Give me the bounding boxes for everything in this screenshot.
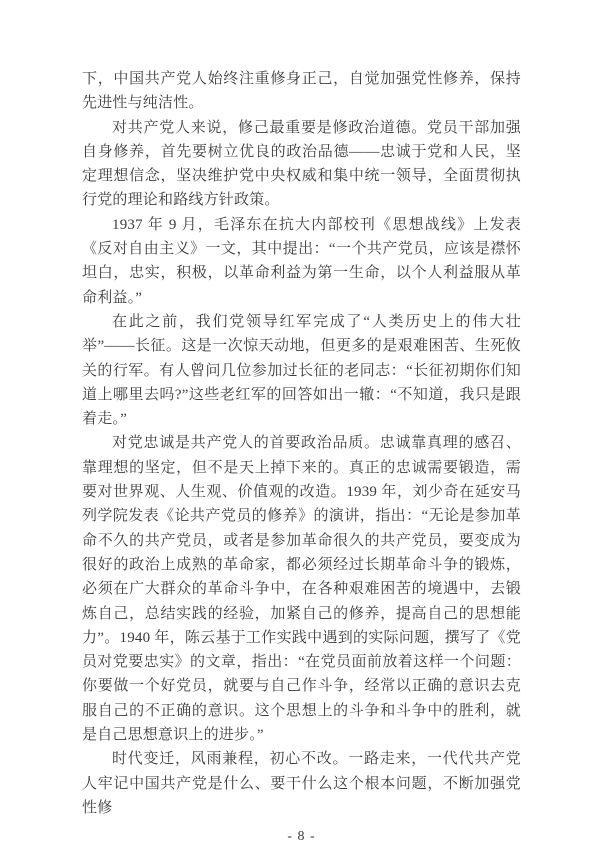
paragraph: 对共产党人来说，修己最重要是修政治道德。党员干部加强自身修养，首先要树立优良的政治品德——忠诚于党和人民，坚定理想信念，坚决维护党中央权威和集中统一领导，全面贯彻执行党的理论和路线方针政策。 xyxy=(82,119,521,209)
document-text-block xyxy=(82,67,521,820)
paragraph: 对党忠诚是共产党人的首要政治品质。忠诚靠真理的感召、靠理想的坚定，但不是天上掉下来的。真正的忠诚需要锻造，需要对世界观、人生观、价值观的改造。1939 年，刘少奇在延安马列学院发表《论共产党员的修养》的演讲，指出：“无论是参加革命不久的共产党员，或者是参加革命很久的共产党员，要变成为很好的政治上成熟的革命家，都必须经过长期革命斗争的锻炼，必须在广大群众的革命斗争中，在各种艰难困苦的境遇中，去锻炼自己，总结实践的经验，加紧自己的修养，提高自己的思想能力”。1940 年，陈云基于工作实践中遇到的实际问题，撰写了《党员对党要忠实》的文章，指出：“在党员面前放着这样一个问题：你要做一个好党员，就要与自己作斗争，经常以正确的意识去克服自己的不正确的意识。这个思想上的斗争和斗争中的胜利，就是自己思想意识上的进步。” xyxy=(82,435,521,744)
paragraph: 1937 年 9 月，毛泽东在抗大内部校刊《思想战线》上发表《反对自由主义》一文，其中提出：“一个共产党员，应该是襟怀坦白，忠实，积极，以革命利益为第一生命，以个人利益服从革命利益。” xyxy=(82,216,521,306)
paragraph: 时代变迁，风雨兼程，初心不改。一路走来，一代代共产党人牢记中国共产党是什么、要干什么这个根本问题，不断加强党性修 xyxy=(82,751,521,816)
paragraph: 在此之前，我们党领导红军完成了“人类历史上的伟大壮举”——长征。这是一次惊天动地，但更多的是艰难困苦、生死攸关的行军。有人曾问几位参加过长征的老同志：“长征初期你们知道上哪里去吗?”这些老红军的回答如出一辙：“不知道，我只是跟着走。” xyxy=(82,313,521,428)
paragraph: 下，中国共产党人始终注重修身正己，自觉加强党性修养，保持先进性与纯洁性。 xyxy=(82,71,521,112)
page-number: - 8 - xyxy=(287,829,316,845)
